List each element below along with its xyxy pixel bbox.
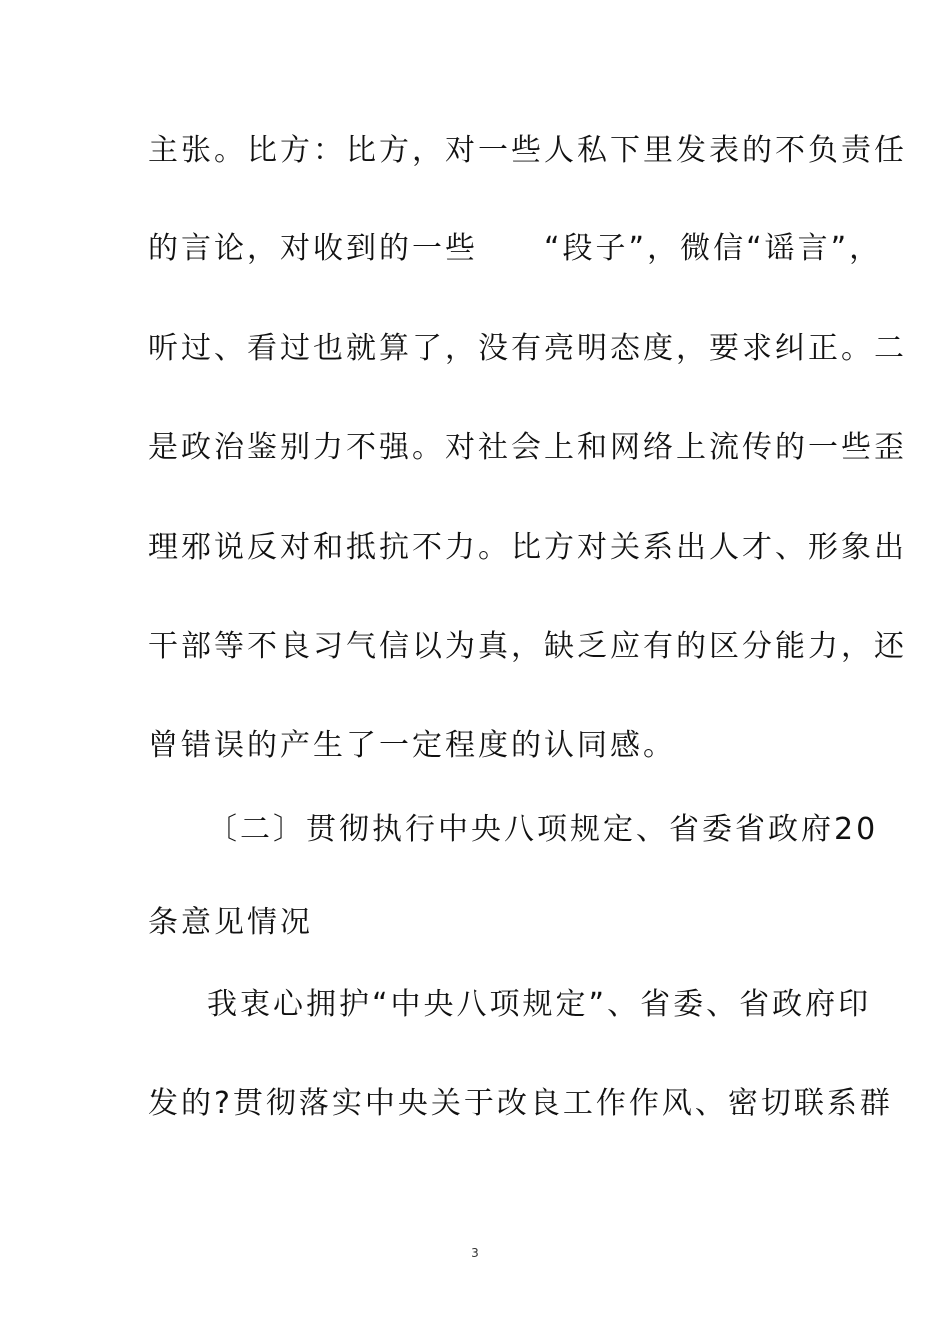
body-line-7: 曾错误的产生了一定程度的认同感。 — [148, 728, 676, 763]
body-line-6: 干部等不良习气信以为真，缺乏应有的区分能力，还 — [148, 629, 907, 664]
body-line-5: 理邪说反对和抵抗不力。比方对关系出人才、形象出 — [148, 530, 907, 565]
body-line-2: 的言论，对收到的一些 “段子”，微信“谣言”， — [148, 231, 883, 266]
body-line-8: 我衷心拥护“中央八项规定”、省委、省政府印 — [207, 987, 872, 1022]
section-heading-continuation: 条意见情况 — [148, 905, 313, 940]
body-line-9: 发的?贯彻落实中央关于改良工作作风、密切联系群 — [148, 1086, 893, 1121]
body-line-4: 是政治鉴别力不强。对社会上和网络上流传的一些歪 — [148, 430, 907, 465]
body-line-3: 听过、看过也就算了，没有亮明态度，要求纠正。二 — [148, 331, 907, 366]
page-number: 3 — [471, 1246, 479, 1260]
section-heading: 〔二〕贯彻执行中央八项规定、省委省政府20 — [207, 812, 879, 847]
body-line-1: 主张。比方：比方，对一些人私下里发表的不负责任 — [148, 133, 907, 168]
